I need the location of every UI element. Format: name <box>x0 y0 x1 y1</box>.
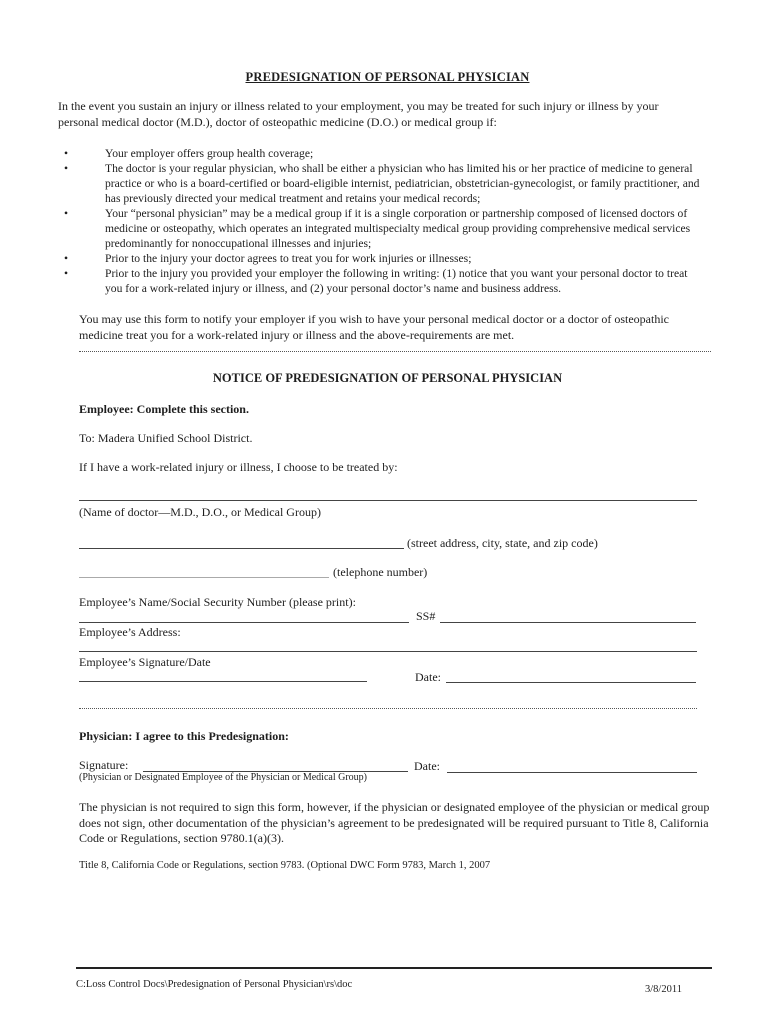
notice-title: NOTICE OF PREDESIGNATION OF PERSONAL PHYSICIAN <box>212 371 563 385</box>
list-item: • Prior to the injury you provided your employer the following in writing: (1) notice that you want your personal doctor to treat you for a work-related injury or illness, and (2) your personal doctor’s name and business address. <box>64 267 688 295</box>
employee-signature-label: Employee’s Signature/Date <box>79 655 211 669</box>
list-item: • The doctor is your regular physician, who shall be either a physician who has limited his or her practice of medicine to general practice or who is a board-certified or board-eligible internist, pediatrician, obstetrician-gynecologist, or family practitioner, and has previously directed your medical treatment and retains your medical records; <box>64 162 700 205</box>
usage-note: You may use this form to notify your employer if you wish to have your personal medical doctor or a doctor of osteopathic medicine treat you for a work-related injury or illness and the above-requirements are met. <box>79 312 669 342</box>
list-item: • Your “personal physician” may be a medical group if it is a single corporation or partnership composed of licensed doctors of medicine or osteopathy, which operates an integrated multispecialty medical group providing comprehensive medical services predominantly for nonoccupational illnesses and injuries; <box>64 207 691 250</box>
employee-name-field[interactable] <box>79 622 409 623</box>
choose-line: If I have a work-related injury or illness, I choose to be treated by: <box>79 460 398 474</box>
phone-label: (telephone number) <box>333 565 428 579</box>
physician-signature-caption: (Physician or Designated Employee of the Physician or Medical Group) <box>79 772 367 783</box>
employee-name-label: Employee’s Name/Social Security Number (please print): <box>79 595 356 609</box>
ss-number-field[interactable] <box>440 622 696 623</box>
list-item: • Your employer offers group health coverage; <box>64 147 314 160</box>
physician-heading: Physician: I agree to this Predesignation: <box>79 729 289 743</box>
doctor-phone-field[interactable] <box>79 577 329 578</box>
ss-label: SS# <box>416 609 436 623</box>
doctor-address-field[interactable] <box>79 548 404 549</box>
employee-address-field[interactable] <box>79 651 697 652</box>
employee-address-label: Employee’s Address: <box>79 625 181 639</box>
employee-heading: Employee: Complete this section. <box>79 402 249 416</box>
eligibility-list <box>64 146 707 296</box>
employee-date-field[interactable] <box>446 682 696 683</box>
footer-date: 3/8/2011 <box>645 984 682 995</box>
physician-signature-label: Signature: <box>79 758 129 772</box>
doctor-name-label: (Name of doctor—M.D., D.O., or Medical Group) <box>79 505 321 519</box>
section-divider <box>79 708 697 709</box>
physician-date-label: Date: <box>414 759 440 773</box>
regulation-citation: Title 8, California Code or Regulations, section 9783. (Optional DWC Form 9783, March 1, 2007 <box>79 860 491 871</box>
employee-date-label: Date: <box>415 670 441 684</box>
to-line: To: Madera Unified School District. <box>79 431 253 445</box>
physician-note: The physician is not required to sign this form, however, if the physician or designated employee of the physician or medical group does not sign, other documentation of the physician’s agreement to be predesignated will be required pursuant to Title 8, California Code or Regulations, section 9780.1(a)(3). <box>79 800 710 845</box>
physician-date-field[interactable] <box>447 772 697 773</box>
footer-rule <box>76 967 712 969</box>
form-title: PREDESIGNATION OF PERSONAL PHYSICIAN <box>245 70 530 84</box>
employee-signature-field[interactable] <box>79 681 367 682</box>
footer-file-path: C:Loss Control Docs\Predesignation of Personal Physician\rs\doc <box>76 979 353 990</box>
intro-paragraph: In the event you sustain an injury or illness related to your employment, you may be treated for such injury or illness by your personal medical doctor (M.D.), doctor of osteopathic medicine (D.O.) or medical group if: <box>58 99 659 129</box>
list-item: • Prior to the injury your doctor agrees to treat you for work injuries or illnesses; <box>64 252 472 265</box>
doctor-name-field[interactable] <box>79 500 697 501</box>
section-divider <box>79 351 711 352</box>
address-label: (street address, city, state, and zip code) <box>407 536 598 550</box>
